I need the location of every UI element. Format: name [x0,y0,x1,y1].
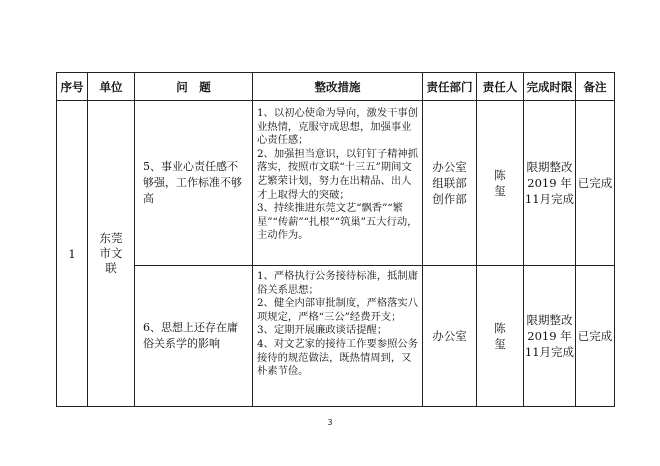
unit-line: 联 [105,261,117,275]
deadline-cell [524,266,576,407]
dept-line: 组联部 [432,176,467,190]
measure-item: 3、持续推进东莞文艺“飘香”“繁星”“传薪”“扎根”“筑巢”五大行动，主动作为。 [257,202,418,242]
dept-line: 创作部 [432,192,467,206]
unit-cell [88,101,135,407]
header-issue: 问 题 [135,73,253,101]
person-cell: 陈玺 [477,101,524,266]
header-measures: 整改措施 [253,73,423,101]
dept-line: 办公室 [432,329,467,343]
measures-cell [253,101,423,266]
issue-cell: 5、事业心责任感不够强，工作标准不够高 [135,101,253,266]
measure-item: 4、对文艺家的接待工作要参照公务接待的规范做法，既热情周到，又朴素节俭。 [257,337,419,378]
deadline-line: 11月完成 [524,345,575,359]
person-cell: 陈玺 [477,266,524,407]
measure-item: 2、健全内部审批制度，严格落实八项规定，严格“三公”经费开支； [257,297,419,323]
deadline-line: 2019 年 [527,329,572,343]
dept-line: 办公室 [432,160,467,174]
table-row [57,101,615,266]
deadline-line: 限期整改 [526,313,573,327]
deadline-line: 限期整改 [526,160,573,174]
measure-item: 2、加强担当意识，以钉钉子精神抓落实，按照市文联“十三五”期间文艺繁荣计划，努力在出精品、出人才上取得大的突破； [257,147,419,201]
issue-cell: 6、思想上还存在庸俗关系学的影响 [135,266,253,407]
table-row [57,266,615,407]
deadline-line: 11月完成 [524,192,575,206]
remark-cell: 已完成 [576,101,615,266]
deadline-cell [524,101,576,266]
dept-cell [423,266,477,407]
dept-cell [423,101,477,266]
unit-line: 市文 [99,246,123,260]
measure-item: 1、严格执行公务接待标准，抵制庸俗关系思想； [257,270,419,296]
measure-item: 1、以初心使命为导向，激发干事创业热情，克服守成思想，加强事业心责任感； [257,107,419,147]
header-remark: 备注 [576,73,615,101]
measure-item: 3、定期开展廉政谈话提醒； [257,324,388,337]
header-dept: 责任部门 [423,73,477,101]
index-cell: 1 [57,101,88,407]
header-deadline: 完成时限 [524,73,576,101]
remark-cell: 已完成 [576,266,615,407]
measures-cell [253,266,423,407]
header-person: 责任人 [477,73,524,101]
unit-line: 东莞 [99,231,123,245]
header-row [57,73,615,101]
header-unit: 单位 [88,73,135,101]
rectification-table [56,72,615,407]
header-index: 序号 [57,73,88,101]
page-number: 3 [327,418,333,427]
deadline-line: 2019 年 [527,176,572,190]
